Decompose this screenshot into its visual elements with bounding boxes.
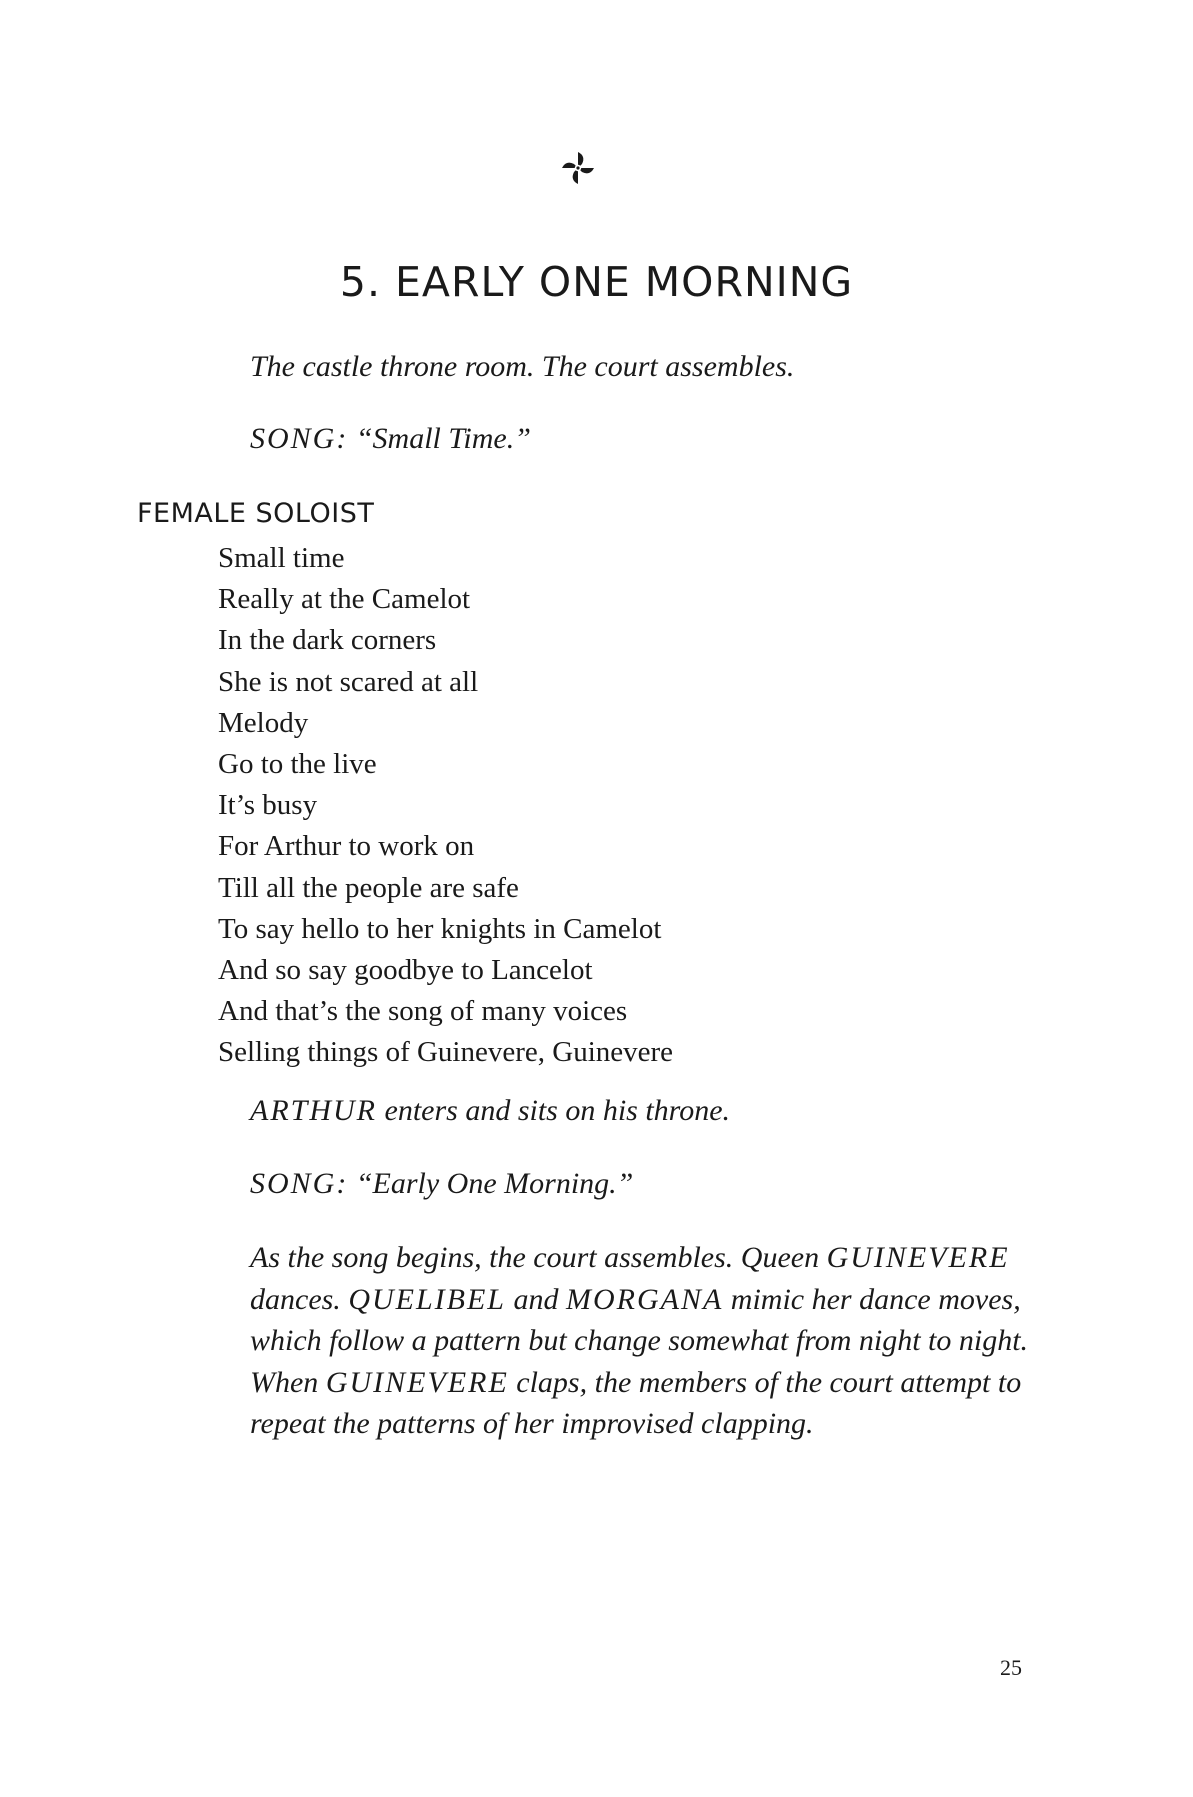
stage-direction-arthur-enters bbox=[250, 1090, 730, 1131]
stage-direction-text: claps, the members of the court attempt to repeat the patterns of her improvised clapping. bbox=[250, 1365, 1022, 1440]
stage-direction-song-early-one-morning bbox=[250, 1163, 633, 1204]
stage-direction-text: and bbox=[505, 1282, 566, 1316]
lyric-line: Small time bbox=[218, 542, 345, 574]
stage-direction-text: enters and sits on his throne. bbox=[377, 1094, 731, 1127]
lyric-line: Really at the Camelot bbox=[218, 583, 471, 616]
character-name: ARTHUR bbox=[250, 1094, 377, 1127]
page-number: 25 bbox=[1000, 1655, 1022, 1680]
song-title: “Small Time.” bbox=[355, 422, 531, 455]
lyric-line: Till all the people are safe bbox=[218, 871, 519, 904]
stage-direction-dance bbox=[250, 1237, 1030, 1445]
lyric-line: Selling things of Guinevere, Guinevere bbox=[218, 1036, 674, 1069]
lyric-line: And that’s the song of many voices bbox=[218, 995, 628, 1028]
fleuron-icon bbox=[560, 150, 596, 186]
song-title: “Early One Morning.” bbox=[355, 1167, 634, 1200]
lyric-line: For Arthur to work on bbox=[218, 830, 475, 863]
lyric-line: And so say goodbye to Lancelot bbox=[218, 954, 593, 987]
lyric-line: Go to the live bbox=[218, 748, 377, 781]
stage-direction-text: mimic her dance moves, which follow a pattern but change somewhat from night to night. When bbox=[250, 1282, 1029, 1399]
song-label: SONG: bbox=[250, 422, 349, 455]
lyric-line: It’s busy bbox=[218, 789, 318, 822]
character-name: GUINEVERE bbox=[826, 1241, 1010, 1274]
character-name: GUINEVERE bbox=[325, 1365, 509, 1399]
stage-direction-setting: The castle throne room. The court assembles. bbox=[250, 350, 795, 383]
stage-direction-song-small-time bbox=[250, 418, 531, 459]
lyrics-block bbox=[218, 538, 673, 1074]
lyric-line: To say hello to her knights in Camelot bbox=[218, 912, 662, 945]
character-name: QUELIBEL bbox=[348, 1282, 506, 1316]
lyric-line: Melody bbox=[218, 706, 309, 739]
chapter-title: 5. EARLY ONE MORNING bbox=[339, 258, 854, 306]
song-label: SONG: bbox=[250, 1167, 349, 1200]
character-name: MORGANA bbox=[565, 1282, 724, 1316]
stage-direction-text: dances. bbox=[250, 1282, 349, 1316]
stage-direction-text: As the song begins, the court assembles. Queen bbox=[250, 1241, 827, 1274]
lyric-line: She is not scared at all bbox=[218, 665, 479, 698]
lyric-line: In the dark corners bbox=[218, 624, 437, 657]
speaker-name: FEMALE SOLOIST bbox=[137, 498, 375, 529]
